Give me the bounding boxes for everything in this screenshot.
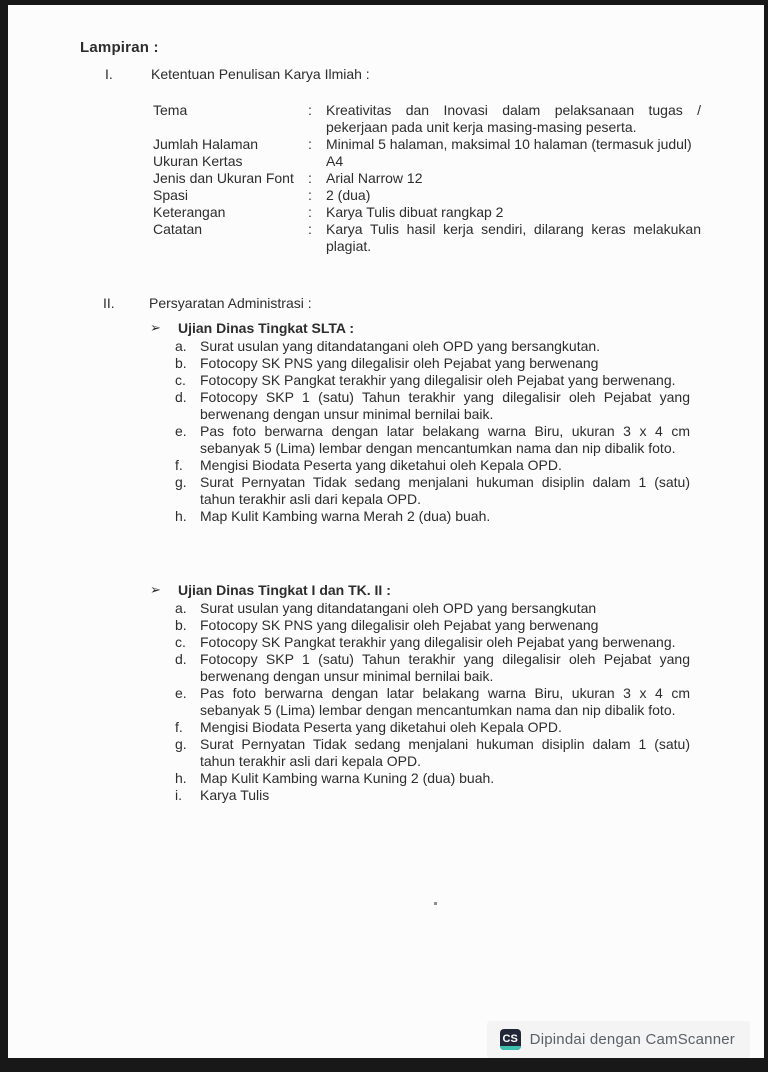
- section-2-title: Persyaratan Administrasi :: [149, 295, 312, 311]
- item-letter: e.: [175, 685, 187, 701]
- item-text: Pas foto berwarna dengan latar belakang warna Biru, ukuran 3 x 4 cm sebanyak 5 (Lima) lembar dengan mencantumkan nama dan nip dibalik foto.: [200, 423, 690, 456]
- list-item: [175, 617, 698, 634]
- spec-value: Karya Tulis hasil kerja sendiri, dilarang keras melakukan plagiat.: [326, 221, 701, 254]
- list-item: [175, 736, 698, 770]
- section-1-header: [105, 66, 370, 82]
- list-item: [175, 634, 698, 651]
- list-item: [175, 338, 698, 355]
- group-slta-title: Ujian Dinas Tingkat SLTA :: [178, 320, 355, 336]
- document-heading: Lampiran :: [80, 39, 159, 56]
- item-text: Fotocopy SK PNS yang dilegalisir oleh Pejabat yang berwenang: [200, 617, 599, 633]
- item-text: Mengisi Biodata Peserta yang diketahui oleh Kepala OPD.: [200, 719, 562, 735]
- item-text: Karya Tulis: [200, 787, 270, 803]
- spec-label: Keterangan: [153, 204, 226, 220]
- group-tk2-items: [175, 600, 698, 804]
- camscanner-logo-icon: [500, 1029, 521, 1050]
- section-2-header: [103, 295, 312, 311]
- item-text: Surat usulan yang ditandatangani oleh OPD yang bersangkutan.: [200, 338, 601, 354]
- scanned-document-page: [8, 5, 764, 1058]
- spec-value: Arial Narrow 12: [326, 170, 423, 186]
- item-letter: g.: [175, 474, 187, 490]
- item-text: Fotocopy SKP 1 (satu) Tahun terakhir yang dilegalisir oleh Pejabat yang berwenang dengan unsur minimal bernilai baik.: [200, 389, 690, 422]
- spec-value: 2 (dua): [326, 187, 371, 203]
- item-letter: f.: [175, 719, 183, 735]
- item-text: Map Kulit Kambing warna Merah 2 (dua) buah.: [200, 508, 491, 524]
- item-text: Fotocopy SK Pangkat terakhir yang dilegalisir oleh Pejabat yang berwenang.: [200, 372, 676, 388]
- spec-label: Tema: [153, 102, 188, 118]
- spec-separator: :: [308, 187, 312, 203]
- camscanner-logo-letters: CS: [502, 1032, 518, 1045]
- group-tk2-title: Ujian Dinas Tingkat I dan TK. II :: [178, 582, 391, 598]
- arrow-bullet-icon: ➢: [150, 582, 161, 597]
- item-letter: a.: [175, 338, 187, 354]
- list-item: [175, 474, 698, 508]
- item-text: Fotocopy SK Pangkat terakhir yang dilegalisir oleh Pejabat yang berwenang.: [200, 634, 676, 650]
- item-text: Surat usulan yang ditandatangani oleh OPD yang bersangkutan: [200, 600, 597, 616]
- spec-separator: :: [308, 221, 312, 237]
- scan-artifact-dot: [434, 902, 437, 905]
- spec-separator: :: [308, 136, 312, 152]
- spec-label: Spasi: [153, 187, 189, 203]
- spec-row-ukuran-kertas: [153, 153, 701, 170]
- spec-separator: :: [308, 170, 312, 186]
- spec-row-jumlah-halaman: [153, 136, 701, 153]
- list-item: [175, 389, 698, 423]
- item-letter: e.: [175, 423, 187, 439]
- spec-row-tema: [153, 102, 701, 136]
- item-letter: h.: [175, 770, 187, 786]
- list-item: [175, 372, 698, 389]
- spec-row-spasi: [153, 187, 701, 204]
- item-text: Fotocopy SK PNS yang dilegalisir oleh Pejabat yang berwenang: [200, 355, 599, 371]
- spec-separator: :: [308, 204, 312, 220]
- list-item: [175, 719, 698, 736]
- group-slta-items: [175, 338, 698, 525]
- spec-label: Ukuran Kertas: [153, 153, 243, 169]
- item-letter: c.: [175, 372, 186, 388]
- item-letter: h.: [175, 508, 187, 524]
- spec-separator: :: [308, 102, 312, 118]
- spec-value: Minimal 5 halaman, maksimal 10 halaman (termasuk judul): [326, 136, 692, 152]
- spec-value: A4: [326, 153, 344, 169]
- group-slta-header: [150, 319, 698, 337]
- spec-value: Karya Tulis dibuat rangkap 2: [326, 204, 504, 220]
- spec-value: Kreativitas dan Inovasi dalam pelaksanaan tugas / pekerjaan pada unit kerja masing-masing peserta.: [326, 102, 701, 135]
- requirements-group-slta: [150, 319, 698, 525]
- writing-spec-table: [153, 102, 701, 255]
- list-item: [175, 600, 698, 617]
- item-text: Map Kulit Kambing warna Kuning 2 (dua) buah.: [200, 770, 495, 786]
- item-text: Pas foto berwarna dengan latar belakang warna Biru, ukuran 3 x 4 cm sebanyak 5 (Lima) lembar dengan mencantumkan nama dan nip dibalik foto.: [200, 685, 690, 718]
- list-item: [175, 355, 698, 372]
- list-item: [175, 508, 698, 525]
- section-1-number: I.: [105, 66, 113, 82]
- list-item: [175, 787, 698, 804]
- list-item: [175, 457, 698, 474]
- item-letter: i.: [175, 787, 182, 803]
- list-item: [175, 423, 698, 457]
- camscanner-badge-label: Dipindai dengan CamScanner: [529, 1031, 735, 1048]
- group-tk2-header: [150, 581, 698, 599]
- requirements-group-tingkat-1-tk2: [150, 581, 698, 804]
- item-text: Surat Pernyatan Tidak sedang menjalani hukuman disiplin dalam 1 (satu) tahun terakhir asli dari kepala OPD.: [200, 474, 690, 507]
- item-text: Surat Pernyatan Tidak sedang menjalani hukuman disiplin dalam 1 (satu) tahun terakhir asli dari kepala OPD.: [200, 736, 690, 769]
- item-letter: d.: [175, 651, 187, 667]
- list-item: [175, 770, 698, 787]
- spec-label: Jenis dan Ukuran Font: [153, 170, 294, 186]
- spec-label: Jumlah Halaman: [153, 136, 259, 152]
- spec-row-jenis-ukuran-font: [153, 170, 701, 187]
- item-letter: b.: [175, 617, 187, 633]
- item-letter: d.: [175, 389, 187, 405]
- camscanner-badge[interactable]: [487, 1021, 750, 1058]
- spec-separator: [308, 153, 326, 170]
- item-letter: g.: [175, 736, 187, 752]
- item-text: Fotocopy SKP 1 (satu) Tahun terakhir yang dilegalisir oleh Pejabat yang berwenang dengan unsur minimal bernilai baik.: [200, 651, 690, 684]
- item-letter: f.: [175, 457, 183, 473]
- section-2-number: II.: [103, 295, 115, 311]
- item-letter: c.: [175, 634, 186, 650]
- arrow-bullet-icon: ➢: [150, 320, 161, 335]
- item-letter: b.: [175, 355, 187, 371]
- spec-row-catatan: [153, 221, 701, 255]
- camscanner-logo-accent: [500, 1046, 521, 1050]
- spec-label: Catatan: [153, 221, 203, 237]
- list-item: [175, 685, 698, 719]
- section-1-title: Ketentuan Penulisan Karya Ilmiah :: [151, 66, 370, 82]
- item-letter: a.: [175, 600, 187, 616]
- item-text: Mengisi Biodata Peserta yang diketahui oleh Kepala OPD.: [200, 457, 562, 473]
- list-item: [175, 651, 698, 685]
- spec-row-keterangan: [153, 204, 701, 221]
